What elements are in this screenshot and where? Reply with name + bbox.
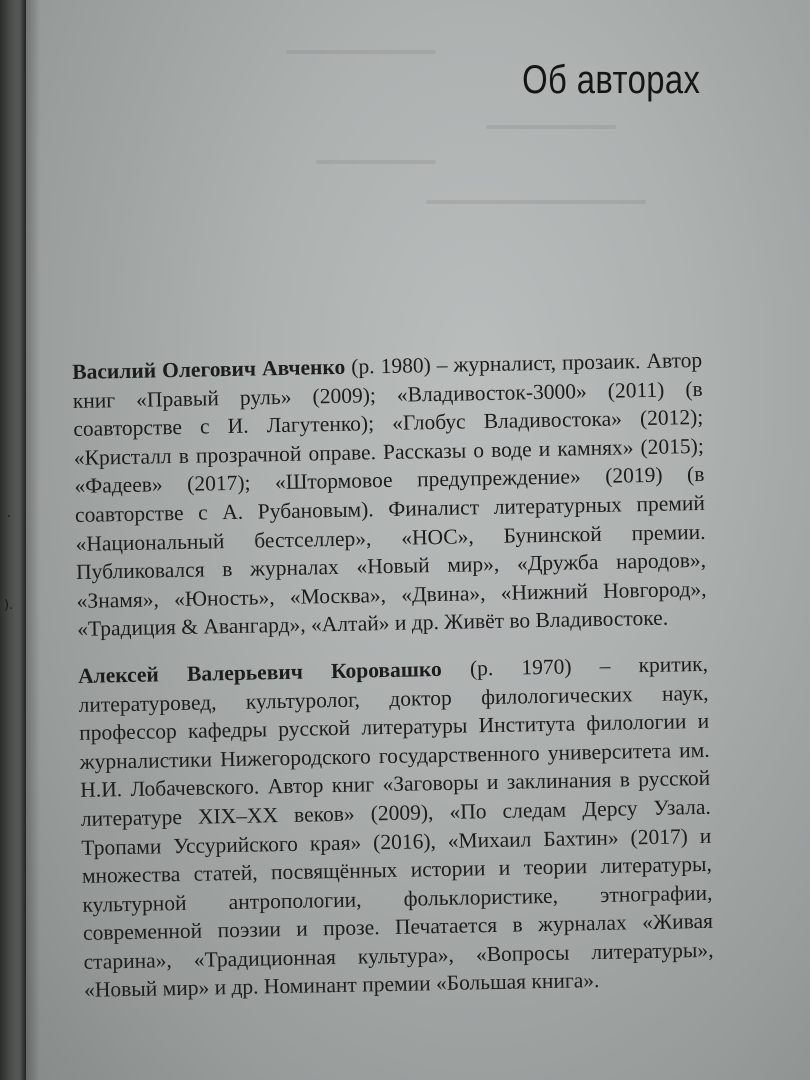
author-bio: (р. 1980) – журналист, прозаик. Автор книг «Правый руль» (2009); «Владивосток-3000» (2011) (в соавторстве с И. Лагутенко); «Глобус Владивостока» (2012); «Кристалл в прозрачной оправе. Рассказы о воде и камнях» (2015); «Фадеев» (2017); «Штормовое предупреждение» (2019) (в соавторстве с А. Рубановым). Финалист литературных премий «Национальный бестселлер», «НОС», Бунинской премии. Публиковался в журналах «Новый мир», «Дружба народов», «Знамя», «Юность», «Москва», «Двина», «Нижний Новгород», «Традиция & Авангард», «Алтай» и др. Живёт во Владивостоке. [72,347,707,642]
margin-dot [8,515,10,517]
page-heading: Об авторах [521,58,700,102]
page-gutter-shadow [26,0,40,1080]
authors-list [72,346,714,1005]
author-entry-avchenko [72,346,707,644]
author-name: Алексей Валерьевич Коровашко [77,656,443,688]
author-entry-korovashko [78,650,714,1005]
author-name: Василий Олегович Авченко [72,354,346,384]
author-bio: (р. 1970) – критик, литературовед, культуролог, доктор филологических наук, профессор кафедры русской литературы Института филологии и журналистики Нижегородского государственного университета им. Н.И. Лобачевского. Автор книг «Заговоры и заклинания в русской литературе XIX–XX веков» (2009), «По следам Дерсу Узала. Тропами Уссурийского края» (2016), «Михаил Бахтин» (2017) и множества статей, посвящённых истории и теории литературы, культурной антропологии, фольклористике, этнографии, современной поэзии и прозе. Печатается в журналах «Живая старина», «Традиционная культура», «Вопросы литературы», «Новый мир» и др. Номинант премии «Большая книга». [78,651,714,1003]
facing-page-fragment: ). [4,598,14,613]
